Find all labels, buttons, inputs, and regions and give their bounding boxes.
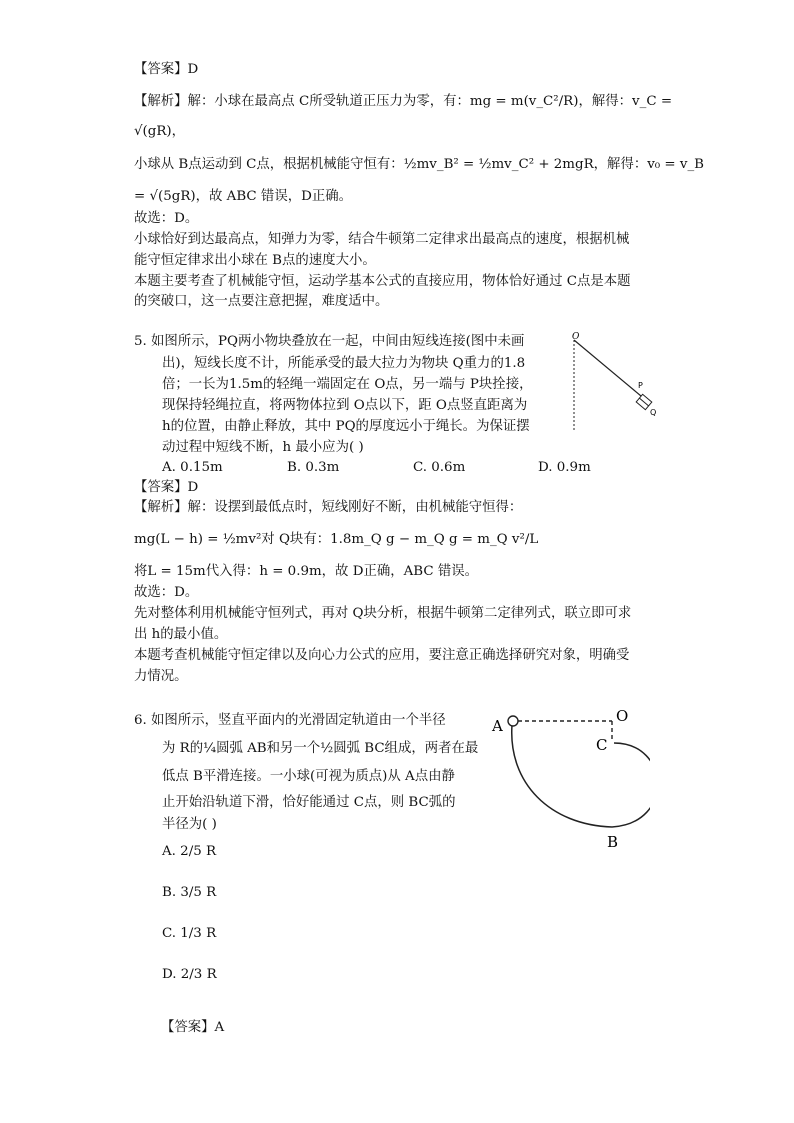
q5-option-c[interactable]: C. 0.6m [413, 460, 466, 475]
q5-stem-line2: 出)，短线长度不计，所能承受的最大拉力为物块 Q重力的1.8 [162, 356, 526, 371]
q4-analysis-line3: 小球从 B点运动到 C点，根据机械能守恒有：½mv_B² = ½mv_C² + 2mgR，解得：v₀ = v_B [134, 157, 704, 172]
q6-label-c: C [596, 736, 608, 754]
q5-analysis-line2: mg(L − h) = ½mv²对 Q块有：1.8m_Q g − m_Q g = m_Q v²/L [134, 532, 539, 547]
q6-label-o: O [616, 707, 629, 725]
q4-analysis-line6: 小球恰好到达最高点，知弹力为零，结合牛顿第二定律求出最高点的速度，根据机械 [134, 232, 630, 247]
q6-option-b[interactable]: B. 3/5 R [162, 885, 217, 900]
q6-answer: 【答案】A [161, 1020, 225, 1035]
q5-analysis-line7: 本题考查机械能守恒定律以及向心力公式的应用，要注意正确选择研究对象，明确受 [134, 648, 630, 663]
q6-option-d[interactable]: D. 2/3 R [162, 967, 217, 982]
q5-label-p: P [638, 381, 643, 390]
q5-analysis-line4: 故选：D。 [134, 585, 199, 600]
q6-stem-line2: 为 R的¼圆弧 AB和另一个½圆弧 BC组成，两者在最 [162, 741, 479, 756]
q4-analysis-line8: 本题主要考查了机械能守恒，运动学基本公式的直接应用，物体恰好通过 C点是本题 [134, 274, 631, 289]
q4-analysis-line4: = √(5gR)，故 ABC 错误，D正确。 [134, 189, 353, 204]
q5-analysis-line3: 将L = 15m代入得：h = 0.9m，故 D正确，ABC 错误。 [134, 564, 479, 579]
q4-analysis-line1: 【解析】解：小球在最高点 C所受轨道正压力为零，有：mg = m(v_C²/R)，解得：v_C = [134, 94, 673, 109]
q4-analysis-line2: √(gR)， [134, 124, 186, 139]
q6-stem-line5: 半径为( ) [162, 817, 217, 832]
q5-stem-line4: 现保持轻绳拉直，将两物体拉到 O点以下，距 O点竖直距离为 [162, 398, 528, 413]
q6-track-figure [490, 703, 650, 853]
q4-analysis-line5: 故选：D。 [134, 211, 199, 226]
q5-label-q: Q [650, 408, 657, 417]
q5-option-b[interactable]: B. 0.3m [287, 460, 340, 475]
q5-option-a[interactable]: A. 0.15m [162, 460, 223, 475]
q4-analysis-line7: 能守恒定律求出小球在 B点的速度大小。 [134, 253, 376, 268]
q6-stem-line1: 6. 如图所示，竖直平面内的光滑固定轨道由一个半径 [134, 713, 446, 728]
q6-ball [508, 716, 518, 726]
q5-stem-line3: 倍；一长为1.5m的轻绳一端固定在 O点，另一端与 P块拴接， [162, 377, 533, 392]
q5-analysis-line5: 先对整体利用机械能守恒列式，再对 Q块分析，根据牛顿第二定律列式，联立即可求 [134, 606, 632, 621]
q4-analysis-line9: 的突破口，这一点要注意把握，难度适中。 [134, 294, 389, 309]
q6-half-arc-bc [612, 743, 650, 827]
q5-stem-line1: 5. 如图所示，PQ两小物块叠放在一起，中间由短线连接(图中未画 [134, 334, 525, 349]
q5-option-d[interactable]: D. 0.9m [538, 460, 591, 475]
q6-stem-line4: 止开始沿轨道下滑，恰好能通过 C点，则 BC弧的 [162, 795, 456, 810]
q5-analysis-line1: 【解析】解：设摆到最低点时，短线刚好不断，由机械能守恒得： [134, 500, 523, 515]
q4-answer: 【答案】D [134, 62, 199, 77]
q6-label-a: A [492, 717, 503, 735]
q5-stem-line6: 动过程中短线不断，h 最小应为( ) [162, 440, 364, 455]
q5-label-o: O [572, 332, 580, 342]
q6-label-b: B [607, 833, 619, 851]
q5-answer: 【答案】D [134, 480, 199, 495]
q6-stem-line3: 低点 B平滑连接。一小球(可视为质点)从 A点由静 [162, 769, 455, 784]
q5-rope [574, 340, 641, 396]
q6-option-c[interactable]: C. 1/3 R [162, 926, 217, 941]
q5-pendulum-figure [564, 330, 660, 442]
q6-option-a[interactable]: A. 2/5 R [162, 844, 217, 859]
q5-analysis-line8: 力情况。 [134, 669, 188, 684]
q5-analysis-line6: 出 h的最小值。 [134, 627, 228, 642]
q5-stem-line5: h的位置，由静止释放，其中 PQ的厚度远小于绳长。为保证摆 [162, 419, 530, 434]
